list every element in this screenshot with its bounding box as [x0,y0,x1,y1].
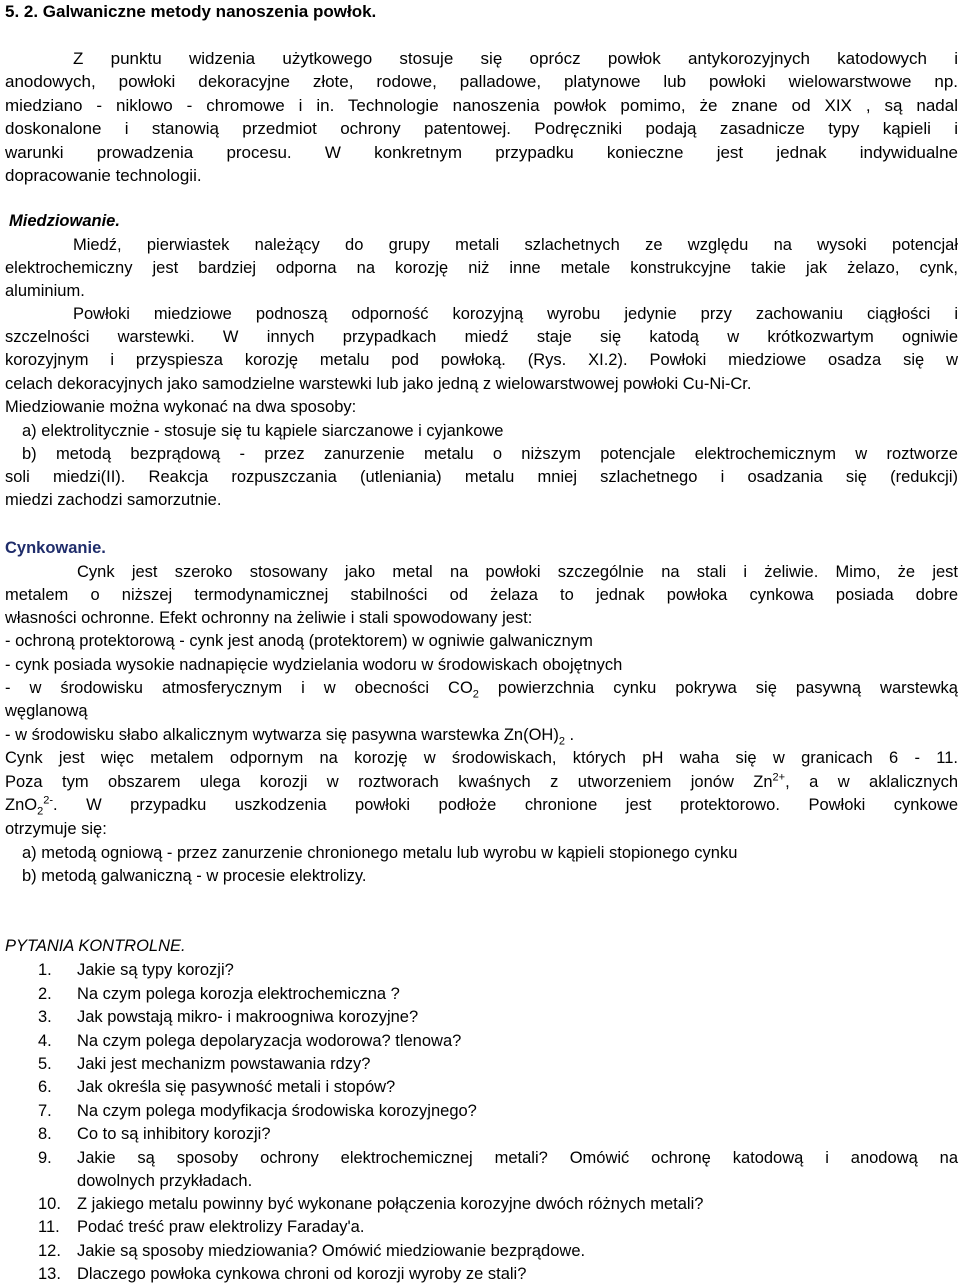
cynk-line-1: Cynk jest szeroko stosowany jako metal na powłoki szczególnie na stali i żeliwie. Mimo, że jest [77,563,958,581]
intro-line-5: warunki prowadzenia procesu. W konkretnym przypadku konieczne jest jednak indywidualne [5,143,958,162]
question-text-cont: dowolnych przykładach. [77,1172,253,1190]
question-number: 11. [38,1218,60,1236]
miedz-line-3: aluminium. [5,282,85,300]
question-text: Podać treść praw elektrolizy Faraday'a. [77,1218,365,1236]
cynk-line-11 [5,794,958,816]
cynk-line-8b: . [564,726,575,744]
cynkowanie-title: Cynkowanie. [5,539,106,557]
subscript-2b: 2 [558,735,565,747]
cynk-line-13: a) metodą ogniową - przez zanurzenie chronionego metalu lub wyrobu w kąpieli stopionego cynku [22,844,738,862]
miedz-line-9: a) elektrolitycznie - stosuje się tu kąpiele siarczanowe i cyjankowe [22,422,504,440]
miedz-line-11: soli miedzi(II). Reakcja rozpuszczania (utleniania) metalu mniej szlachetnego i osadzania się (redukcji) [5,468,958,486]
miedz-line-2: elektrochemiczny jest bardziej odporna na korozję niż inne metale konstrukcyjne takie jak żelazo, cynk, [5,259,958,277]
question-number: 6. [38,1078,52,1096]
intro-line-2: anodowych, powłoki dekoracyjne złote, rodowe, palladowe, platynowe lub powłoki wielowarstwowe np. [5,72,958,91]
miedz-line-6: korozyjnym i przyspiesza korozję metalu pod powłoką. (Rys. XI.2). Powłoki miedziowe osadza się w [5,351,958,369]
question-text: Na czym polega korozja elektrochemiczna ? [77,985,400,1003]
question-12 [0,1240,960,1264]
subscript-2c: 2 [37,805,44,817]
cynk-line-3: własności ochronne. Efekt ochronny na żeliwie i stali spowodowany jest: [5,609,533,627]
cynk-line-8 [5,724,958,746]
subscript-2: 2 [472,688,479,700]
question-4 [0,1030,960,1054]
question-number: 5. [38,1055,52,1073]
question-6 [0,1076,960,1100]
cynk-line-2: metalem o niższej termodynamicznej stabilności od żelaza to jednak powłoka cynkowa posiada dobre [5,586,958,604]
cynk-line-10b: , a w aklalicznych [785,773,958,791]
question-text: Jakie są typy korozji? [77,961,234,979]
miedz-line-8: Miedziowanie można wykonać na dwa sposoby: [5,398,357,416]
question-text: Dlaczego powłoka cynkowa chroni od korozji wyroby ze stali? [77,1265,527,1283]
question-text: Na czym polega modyfikacja środowiska korozyjnego? [77,1102,477,1120]
question-number: 3. [38,1008,52,1026]
cynk-line-11b: . W przypadku uszkodzenia powłoki podłoże chronione jest protektorowo. Powłoki cynkowe [53,796,958,814]
question-text: Jak powstają mikro- i makroogniwa korozyjne? [77,1008,419,1026]
question-number: 4. [38,1032,52,1050]
cynk-line-5: - cynk posiada wysokie nadnapięcie wydzielania wodoru w środowiskach obojętnych [5,656,623,674]
question-number: 13. [38,1265,61,1283]
section-heading: 5. 2. Galwaniczne metody nanoszenia powłok. [5,2,377,21]
intro-line-6: dopracowanie technologii. [5,166,202,185]
question-number: 1. [38,961,52,979]
question-9 [0,1147,960,1193]
question-7 [0,1100,960,1124]
question-13 [0,1263,960,1287]
miedz-line-5: szczelności warstewki. W innych przypadkach miedź staje się katodą w krótkozwartym ogniwie [5,328,958,346]
cynk-line-10 [5,771,958,793]
cynk-line-10a: Poza tym obszarem ulega korozji w roztworach kwaśnych z utworzeniem jonów Zn [5,773,773,791]
question-10 [0,1193,960,1217]
question-number: 12. [38,1242,61,1260]
intro-line-1: Z punktu widzenia użytkowego stosuje się oprócz powłok antykorozyjnych katodowych i [73,49,958,68]
intro-line-3: miedziano - niklowo - chromowe i in. Technologie nanoszenia powłok pomimo, że znane od XIX , są nadal [5,96,958,115]
intro-line-4: doskonalone i stanowią przedmiot ochrony patentowej. Podręczniki podają zasadnicze typy kąpieli i [5,119,958,138]
question-text: Co to są inhibitory korozji? [77,1125,271,1143]
cynk-line-12: otrzymuje się: [5,820,107,838]
superscript-2minus: 2- [43,794,53,807]
miedz-line-7: celach dekoracyjnych jako samodzielne warstewki lub jako jedną z wielowarstwowej powłoki Cu-Ni-Cr. [5,375,752,393]
miedziowanie-title: Miedziowanie. [9,212,120,230]
question-text: Jak określa się pasywność metali i stopów? [77,1078,396,1096]
questions-title: PYTANIA KONTROLNE. [5,937,186,955]
question-5 [0,1053,960,1077]
question-8 [0,1123,960,1147]
question-text: Jaki jest mechanizm powstawania rdzy? [77,1055,371,1073]
cynk-line-7: węglanową [5,702,88,720]
cynk-line-6a: - w środowisku atmosferycznym i w obecności CO [5,679,473,697]
question-number: 7. [38,1102,52,1120]
miedz-line-1: Miedź, pierwiastek należący do grupy metali szlachetnych ze względu na wysoki potencjał [73,236,958,254]
cynk-line-4: - ochroną protektorową - cynk jest anodą (protektorem) w ogniwie galwanicznym [5,632,593,650]
question-number: 9. [38,1149,52,1167]
cynk-line-6 [5,677,958,699]
cynk-line-6b: powierzchnia cynku pokrywa się pasywną warstewką [478,679,958,697]
question-number: 8. [38,1125,52,1143]
question-text: Jakie są sposoby ochrony elektrochemicznej metali? Omówić ochronę katodową i anodową na [77,1149,958,1167]
question-number: 10. [38,1195,61,1213]
superscript-2plus: 2+ [772,771,786,784]
question-text: Z jakiego metalu powinny być wykonane połączenia korozyjne dwóch różnych metali? [77,1195,704,1213]
miedz-line-12: miedzi zachodzi samorzutnie. [5,491,222,509]
question-number: 2. [38,985,52,1003]
cynk-line-14: b) metodą galwaniczną - w procesie elektrolizy. [22,867,367,885]
question-3 [0,1006,960,1030]
question-text: Na czym polega depolaryzacja wodorowa? tlenowa? [77,1032,462,1050]
cynk-line-8a: - w środowisku słabo alkalicznym wytwarza się pasywna warstewka Zn(OH) [5,726,559,744]
question-11 [0,1216,960,1240]
miedz-line-4: Powłoki miedziowe podnoszą odporność korozyjną wyrobu jedynie przy zachowaniu ciągłości i [73,305,958,323]
miedz-line-10: b) metodą bezprądową - przez zanurzenie metalu o niższym potencjale elektrochemicznym w roztworze [22,445,958,463]
cynk-line-9: Cynk jest więc metalem odpornym na korozję w środowiskach, których pH waha się w granicach 6 - 11. [5,749,958,767]
question-2 [0,983,960,1007]
cynk-line-11a: ZnO [5,796,38,814]
question-1 [0,959,960,983]
question-text: Jakie są sposoby miedziowania? Omówić miedziowanie bezprądowe. [77,1242,586,1260]
